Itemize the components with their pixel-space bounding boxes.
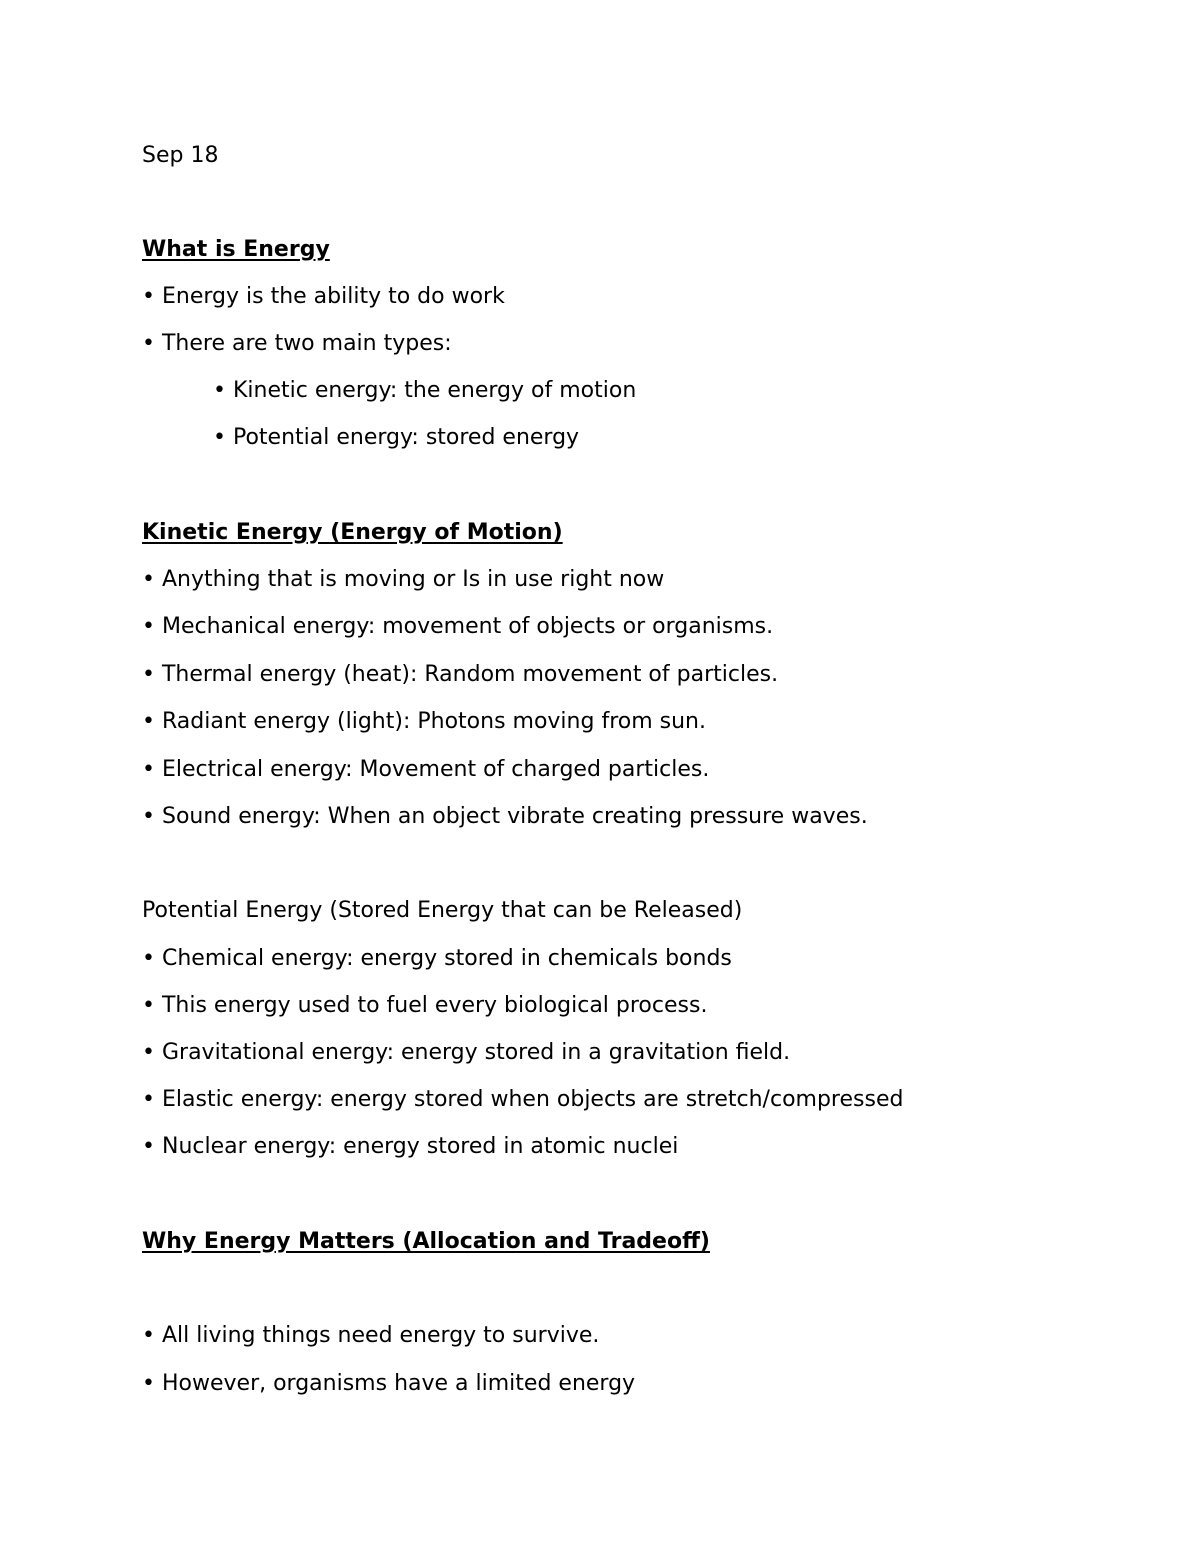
list-item: • Electrical energy: Movement of charged particles. [142, 757, 709, 783]
list-item: • Chemical energy: energy stored in chemicals bonds [142, 946, 732, 972]
date-label: Sep 18 [142, 143, 219, 168]
list-item: • Elastic energy: energy stored when objects are stretch/compressed [142, 1087, 903, 1113]
list-item: • Nuclear energy: energy stored in atomic nuclei [142, 1134, 678, 1160]
heading-potential-energy: Potential Energy (Stored Energy that can be Released) [142, 898, 743, 923]
heading-kinetic-energy: Kinetic Energy (Energy of Motion) [142, 520, 563, 545]
list-item: • Radiant energy (light): Photons moving from sun. [142, 709, 706, 735]
list-item: • All living things need energy to survive. [142, 1323, 599, 1349]
list-item: • There are two main types: [142, 331, 452, 357]
list-item: • Energy is the ability to do work [142, 284, 505, 310]
heading-why-energy-matters: Why Energy Matters (Allocation and Tradeoff) [142, 1229, 710, 1254]
sub-list-item: • Kinetic energy: the energy of motion [213, 378, 636, 404]
sub-list-item: • Potential energy: stored energy [213, 425, 579, 451]
list-item: • Mechanical energy: movement of objects or organisms. [142, 614, 773, 640]
heading-what-is-energy: What is Energy [142, 237, 330, 262]
list-item: • Anything that is moving or Is in use right now [142, 567, 664, 593]
list-item: • This energy used to fuel every biological process. [142, 993, 707, 1019]
list-item: • Gravitational energy: energy stored in a gravitation field. [142, 1040, 790, 1066]
list-item: • Thermal energy (heat): Random movement of particles. [142, 662, 778, 688]
list-item: • However, organisms have a limited energy [142, 1371, 635, 1397]
list-item: • Sound energy: When an object vibrate creating pressure waves. [142, 804, 868, 830]
